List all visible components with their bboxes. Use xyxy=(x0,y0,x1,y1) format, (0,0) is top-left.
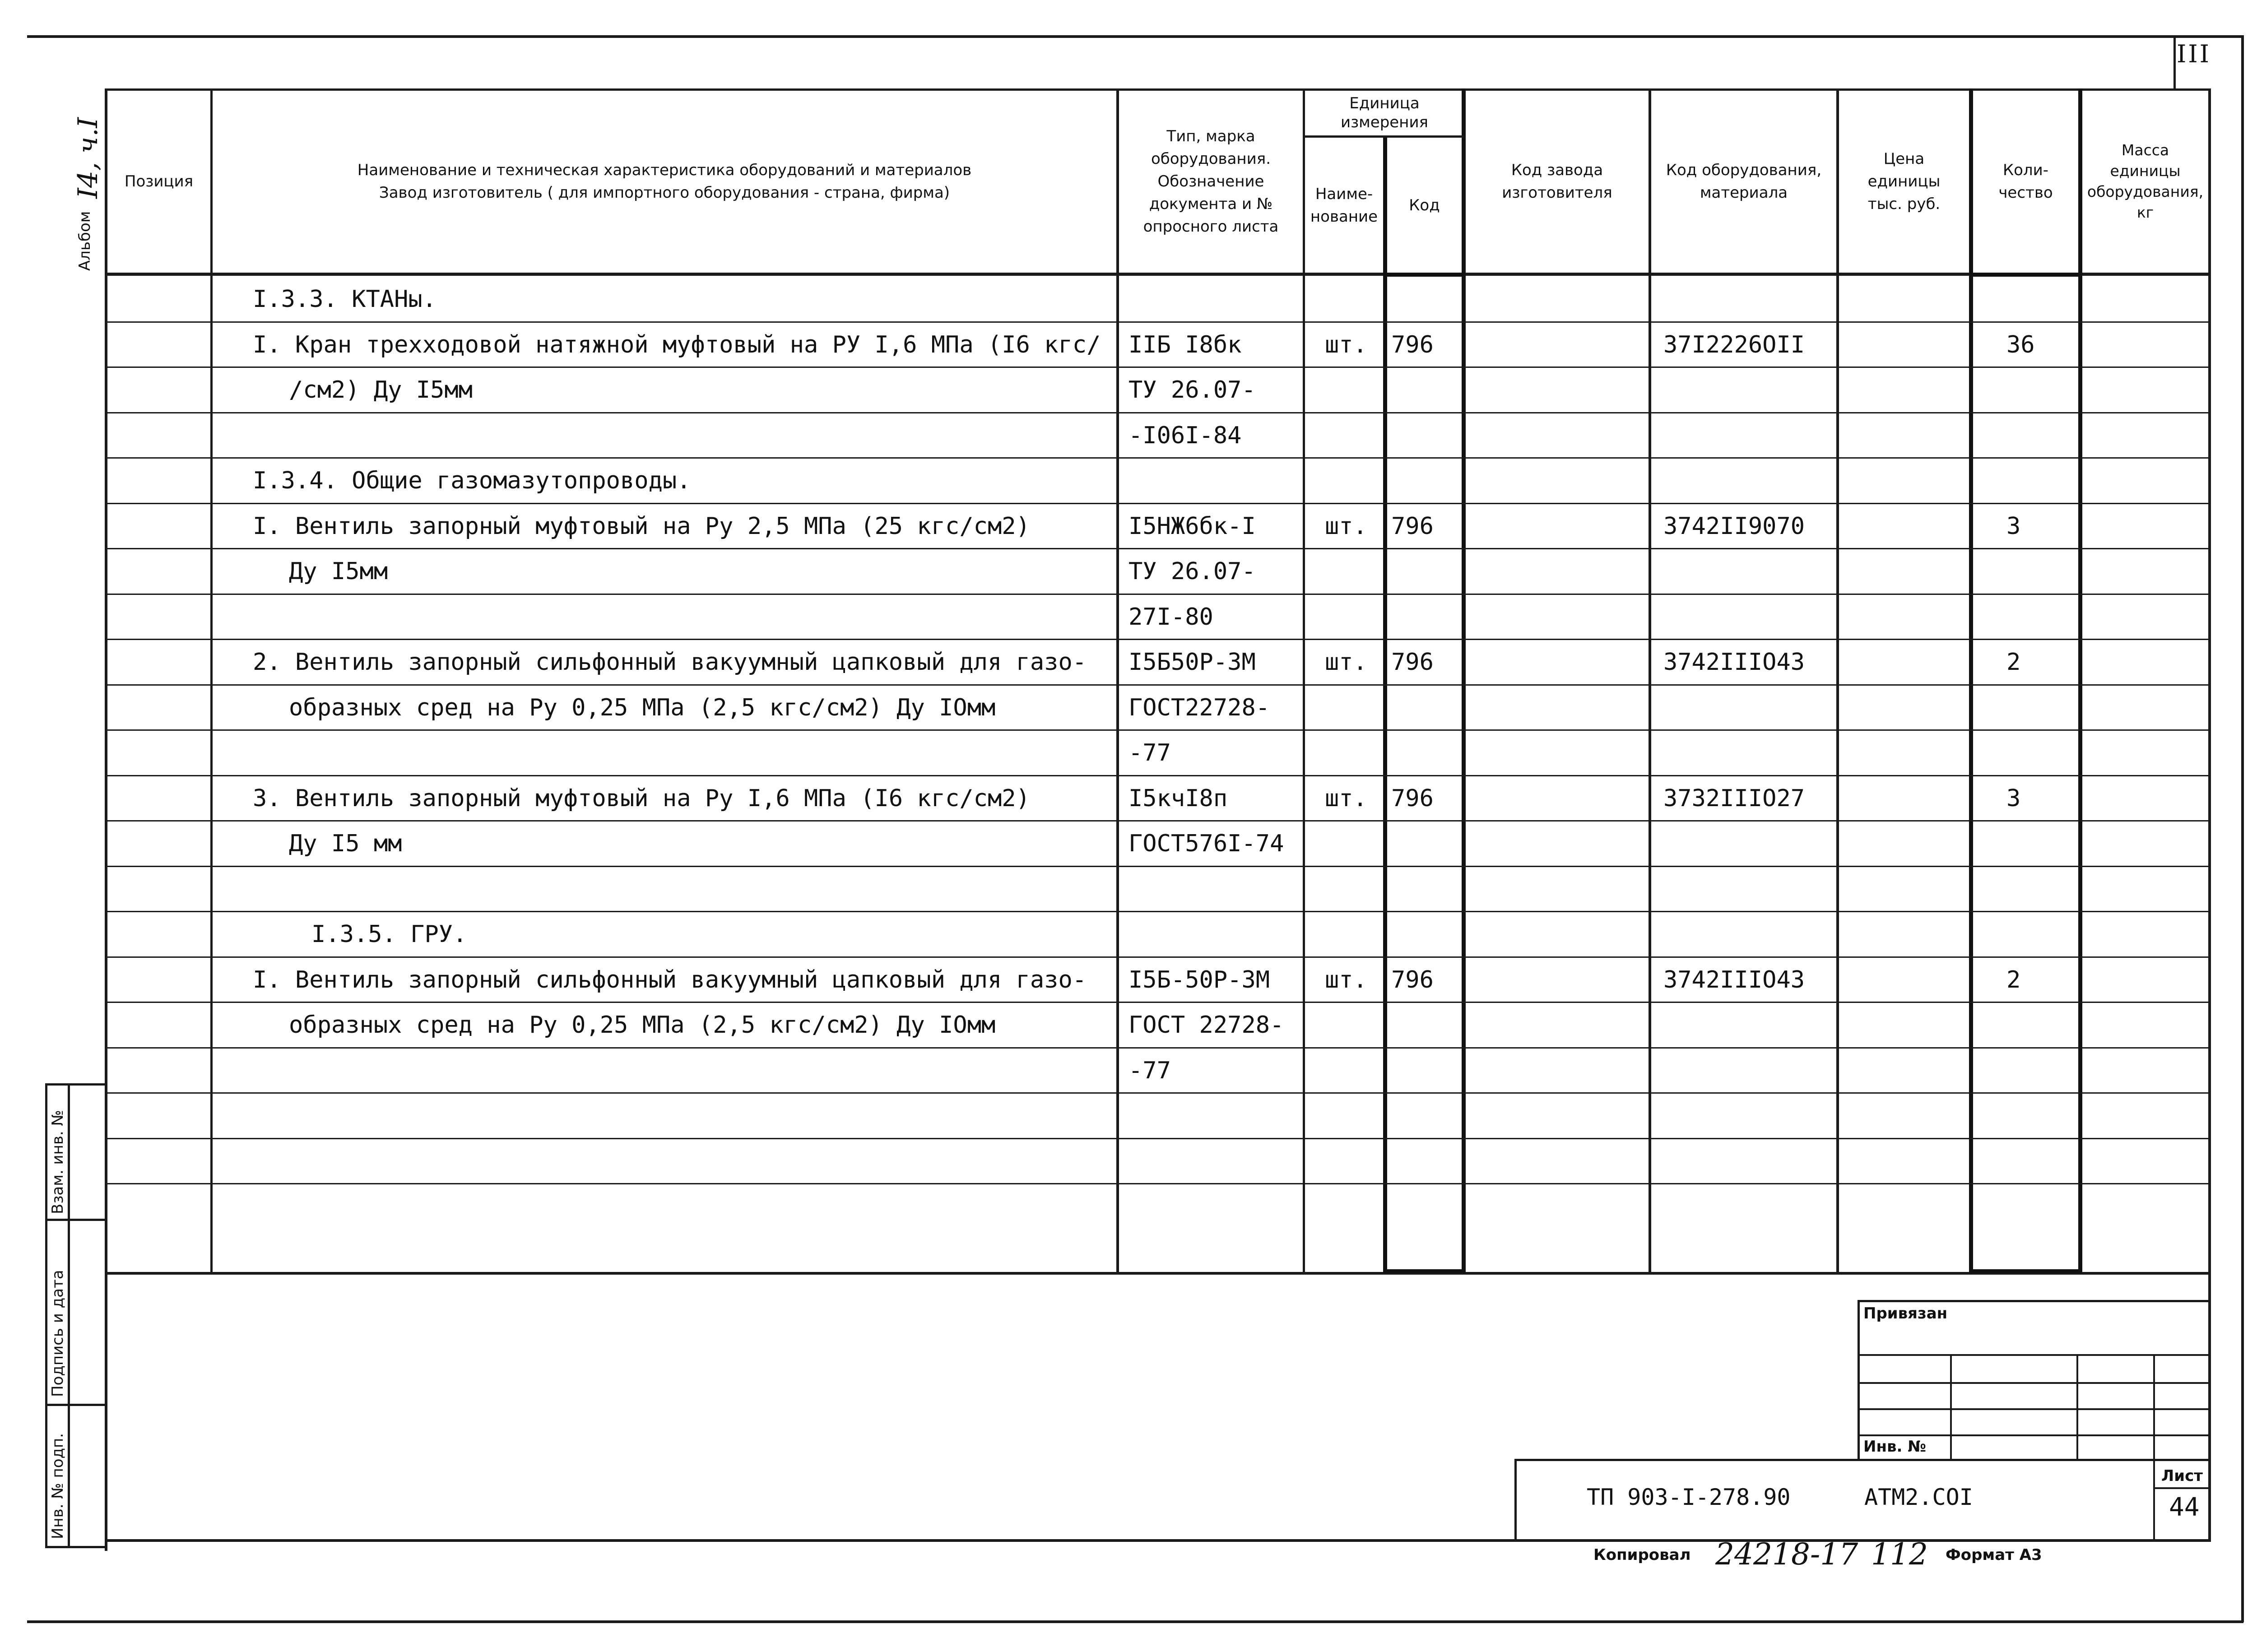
row-name: I. Вентиль запорный сильфонный вакуумный цапковый для газо- xyxy=(253,966,1087,993)
row-line xyxy=(107,911,2208,912)
corner-box-left xyxy=(2173,35,2176,88)
row-type: ТУ 26.07- xyxy=(1128,558,1256,585)
header-qty: Коли- чество xyxy=(1998,161,2053,202)
row-line xyxy=(107,1002,2208,1003)
row-type: ГОСТ576I-74 xyxy=(1128,830,1284,857)
header-maker-code: Код завода изготовителя xyxy=(1502,161,1612,202)
qty-box-bottom xyxy=(1969,1269,2082,1273)
copied-label: Копировал xyxy=(1593,1546,1691,1564)
code-box-bottom xyxy=(1383,1269,1466,1273)
col-line-price xyxy=(1969,88,1973,1273)
margin-div-1 xyxy=(45,1219,106,1221)
row-line xyxy=(107,639,2208,640)
frame-bottom-outer xyxy=(27,1620,2243,1623)
row-line xyxy=(107,548,2208,549)
doc-code: АТМ2.СОI xyxy=(1864,1484,1973,1510)
row-qty: 36 xyxy=(2006,331,2035,358)
stamp-v-1 xyxy=(1950,1354,1952,1460)
row-equip-code: 37I2226OII xyxy=(1663,331,1805,358)
row-equip-code: 3742II9070 xyxy=(1663,513,1805,540)
stamp-bound-label: Привязан xyxy=(1863,1304,1948,1323)
copy-number: 24218-17 xyxy=(1715,1537,1858,1572)
margin-strip-inner xyxy=(68,1083,70,1548)
header-position: Позиция xyxy=(124,172,194,190)
row-name: I. Кран трехходовой натяжной муфтовый на РУ I,6 МПа (I6 кгс/ xyxy=(253,331,1101,358)
row-name: I.3.4. Общие газомазутопроводы. xyxy=(253,467,691,494)
row-line xyxy=(107,594,2208,595)
row-line xyxy=(107,1092,2208,1094)
margin-strip-bottom xyxy=(45,1546,106,1548)
row-type: ТУ 26.07- xyxy=(1128,376,1256,404)
stamp-line-3 xyxy=(1858,1408,2211,1410)
title-block-left xyxy=(1514,1459,1517,1540)
row-equip-code: 3742IIIO43 xyxy=(1663,966,1805,993)
row-qty: 3 xyxy=(2006,513,2021,540)
margin-strip-left xyxy=(45,1083,47,1548)
row-code: 796 xyxy=(1391,966,1434,993)
stamp-line-4 xyxy=(1858,1434,2211,1436)
row-name: 2. Вентиль запорный сильфонный вакуумный цапковый для газо- xyxy=(253,649,1087,676)
row-type: ГОСТ 22728- xyxy=(1128,1012,1284,1039)
row-type: ГОСТ22728- xyxy=(1128,694,1270,721)
row-name: I.3.3. КТАНы. xyxy=(253,286,437,313)
row-name: 3. Вентиль запорный муфтовый на Ру I,6 МПа (I6 кгс/см2) xyxy=(253,785,1030,812)
row-line xyxy=(107,684,2208,686)
row-line xyxy=(107,729,2208,731)
header-equip-code: Код оборудования, материала xyxy=(1666,161,1822,202)
row-type: -77 xyxy=(1128,739,1171,766)
row-qty: 2 xyxy=(2006,649,2021,676)
stamp-v-3 xyxy=(2153,1354,2155,1539)
row-type: 27I-80 xyxy=(1128,603,1213,631)
header-unit-code: Код xyxy=(1409,196,1440,214)
row-code: 796 xyxy=(1391,649,1434,676)
row-unit: шт. xyxy=(1325,649,1367,676)
row-code: 796 xyxy=(1391,331,1434,358)
row-type: -I06I-84 xyxy=(1128,422,1242,449)
row-name: образных сред на Ру 0,25 МПа (2,5 кгс/см2) Ду IОмм xyxy=(289,694,996,721)
row-line xyxy=(107,367,2208,368)
row-line xyxy=(107,457,2208,459)
code-box-top xyxy=(1383,273,1466,277)
corner-number: III xyxy=(2177,40,2211,68)
stamp-inv-label: Инв. № xyxy=(1863,1438,1927,1456)
row-type: -77 xyxy=(1128,1057,1171,1084)
stamp-line-2 xyxy=(1858,1382,2211,1384)
sheet-label: Лист xyxy=(2161,1467,2203,1485)
header-bottom xyxy=(105,273,2211,276)
stamp-line-1 xyxy=(1858,1354,2211,1356)
row-code: 796 xyxy=(1391,785,1434,812)
margin-div-2 xyxy=(45,1404,106,1406)
row-type: I5кчI8п xyxy=(1128,785,1228,812)
header-name: Наименование и техническая характеристика оборудований и материалов Завод изготовитель ( для импортного оборудования - страна, фирма) xyxy=(357,161,972,202)
sheet-label-line xyxy=(2153,1487,2211,1489)
header-price: Цена единицы тыс. руб. xyxy=(1867,150,1941,213)
row-unit: шт. xyxy=(1325,331,1367,358)
frame-right xyxy=(2241,35,2244,1622)
row-name: Ду I5 мм xyxy=(289,830,402,857)
header-mass: Масса единицы оборудования, кг xyxy=(2087,141,2204,221)
album-handwritten: I4, ч.I xyxy=(72,117,104,199)
side-label-signature: Подпись и дата xyxy=(49,1270,67,1397)
main-right xyxy=(2208,88,2211,1542)
col-line-unit-code xyxy=(1462,88,1466,1273)
table-bottom xyxy=(105,1272,2211,1275)
row-type: I5Б50Р-3М xyxy=(1128,649,1256,676)
row-line xyxy=(107,1138,2208,1139)
row-line xyxy=(107,866,2208,867)
col-line-qty xyxy=(2078,88,2082,1273)
main-table-left xyxy=(105,88,107,1551)
side-label-replace: Взам. инв. № xyxy=(49,1110,67,1214)
row-equip-code: 3732IIIO27 xyxy=(1663,785,1805,812)
row-name: Ду I5мм xyxy=(289,558,388,585)
row-type: I5НЖ6бк-I xyxy=(1128,513,1256,540)
row-line xyxy=(107,775,2208,776)
row-code: 796 xyxy=(1391,513,1434,540)
row-line xyxy=(107,956,2208,958)
album-label: Альбом xyxy=(76,211,94,271)
row-equip-code: 3742IIIO43 xyxy=(1663,649,1805,676)
title-block-top xyxy=(1514,1459,2211,1461)
row-line xyxy=(107,321,2208,323)
stamp-v-2 xyxy=(2076,1354,2078,1460)
format-label: Формат А3 xyxy=(1946,1546,2042,1564)
col-line-unit-name xyxy=(1383,135,1387,1273)
row-name: I.3.5. ГРУ. xyxy=(311,921,467,948)
row-line xyxy=(107,503,2208,504)
margin-strip-top xyxy=(45,1083,106,1086)
row-line xyxy=(107,1047,2208,1049)
side-label-inventory: Инв. № подп. xyxy=(49,1433,67,1539)
row-name: I. Вентиль запорный муфтовый на Ру 2,5 МПа (25 кгс/см2) xyxy=(253,513,1030,540)
frame-top xyxy=(27,35,2243,38)
row-type: IIБ I8бк xyxy=(1128,331,1242,358)
row-line xyxy=(107,820,2208,821)
header-type: Тип, марка оборудования. Обозначение документа и № опросного листа xyxy=(1143,127,1279,236)
row-qty: 3 xyxy=(2006,785,2021,812)
row-name: образных сред на Ру 0,25 МПа (2,5 кгс/см2) Ду IОмм xyxy=(289,1012,996,1039)
row-line xyxy=(107,412,2208,413)
row-type: I5Б-50Р-3М xyxy=(1128,966,1270,993)
row-unit: шт. xyxy=(1325,785,1367,812)
row-unit: шт. xyxy=(1325,966,1367,993)
header-unit-group: Единица измерения xyxy=(1340,94,1429,131)
header-unit-name: Наиме- нование xyxy=(1310,185,1378,226)
row-unit: шт. xyxy=(1325,513,1367,540)
row-name: /см2) Ду I5мм xyxy=(289,376,473,404)
row-qty: 2 xyxy=(2006,966,2021,993)
sheet-number: 44 xyxy=(2169,1493,2200,1522)
row-line xyxy=(107,1183,2208,1184)
stamp-top xyxy=(1858,1300,2211,1302)
copy-page: 112 xyxy=(1871,1537,1928,1572)
qty-box-top xyxy=(1969,273,2082,277)
doc-number: ТП 903-I-278.90 xyxy=(1587,1484,1791,1510)
